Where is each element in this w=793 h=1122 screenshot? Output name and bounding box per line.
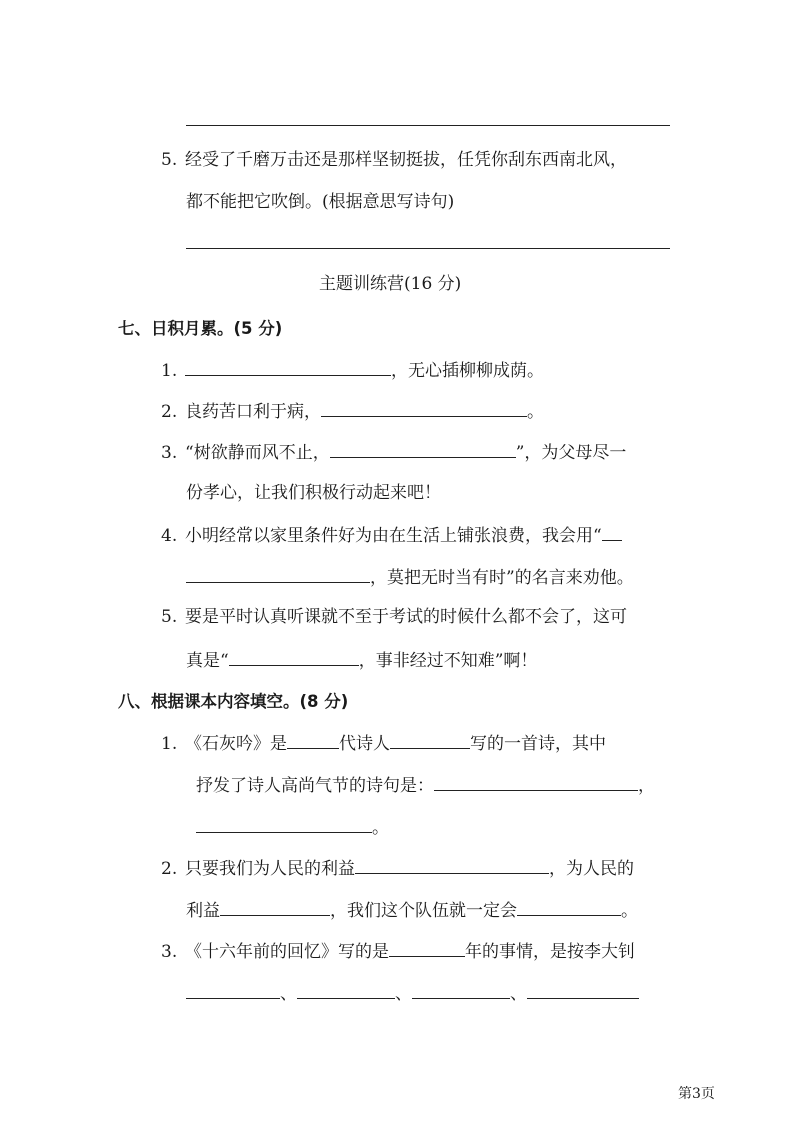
fill-blank[interactable] xyxy=(517,897,621,916)
item-text: 真是“ xyxy=(186,651,229,671)
sec7-item-1 xyxy=(161,357,544,383)
q5-text-line1: 经受了千磨万击还是那样坚韧挺拔，任凭你刮东西南北风， xyxy=(185,150,627,170)
fill-blank[interactable] xyxy=(527,980,639,999)
sec7-item-3-line2: 份孝心，让我们积极行动起来吧！ xyxy=(186,483,441,503)
sec8-item-3 xyxy=(161,938,635,964)
item-text: 利益 xyxy=(186,901,220,921)
item-text: 。 xyxy=(527,402,544,422)
item-text: 小明经常以家里条件好为由在生活上铺张浪费，我会用“ xyxy=(185,526,602,546)
fill-blank[interactable] xyxy=(355,855,549,874)
sec8-item-1 xyxy=(161,730,606,756)
fill-blank[interactable] xyxy=(185,357,391,376)
sec8-item-2 xyxy=(161,855,634,881)
sec7-heading: 七、日积月累。(5 分) xyxy=(118,319,283,338)
item-text: 年的事情，是按李大钊 xyxy=(465,942,635,962)
item-text: ，我们这个队伍就一定会 xyxy=(330,901,517,921)
sec7-item-2 xyxy=(161,398,544,424)
separator: 、 xyxy=(280,984,297,1004)
sec7-item-4 xyxy=(161,522,622,548)
item-text: ，为人民的 xyxy=(549,859,634,879)
item-number: 1. xyxy=(161,361,178,381)
fill-blank[interactable] xyxy=(390,730,470,749)
item-text: ，莫把无时当有时”的名言来劝他。 xyxy=(370,568,634,588)
item-number: 5. xyxy=(161,607,178,627)
answer-line-q4[interactable] xyxy=(186,125,670,126)
item-text: ，事非经过不知难”啊！ xyxy=(358,651,538,671)
fill-blank[interactable] xyxy=(330,439,516,458)
item-text: ， xyxy=(638,776,655,796)
item-text: 写的一首诗，其中 xyxy=(470,734,606,754)
item-text: 良药苦口利于病， xyxy=(185,402,321,422)
item-text: “树欲静而风不止， xyxy=(185,443,330,463)
section-title: 主题训练营(16 分) xyxy=(319,274,462,294)
fill-blank[interactable] xyxy=(287,730,339,749)
q5-number: 5. xyxy=(161,150,178,170)
fill-blank[interactable] xyxy=(412,980,510,999)
q5-line2: 都不能把它吹倒。(根据意思写诗句) xyxy=(186,192,455,212)
q5-line1 xyxy=(161,148,627,172)
fill-blank[interactable] xyxy=(186,980,280,999)
item-text: ，无心插柳柳成荫。 xyxy=(391,361,544,381)
item-text: 只要我们为人民的利益 xyxy=(185,859,355,879)
item-number: 2. xyxy=(161,402,178,422)
fill-blank[interactable] xyxy=(389,938,465,957)
answer-line-q5[interactable] xyxy=(186,248,670,249)
fill-blank[interactable] xyxy=(297,980,395,999)
item-number: 4. xyxy=(161,526,178,546)
fill-blank[interactable] xyxy=(321,398,527,417)
sec7-item-5 xyxy=(161,605,627,629)
fill-blank[interactable] xyxy=(196,814,372,833)
separator: 、 xyxy=(395,984,412,1004)
sec8-item-1-line3 xyxy=(196,814,389,840)
fill-blank[interactable] xyxy=(229,647,359,666)
sec7-item-3 xyxy=(161,439,626,465)
fill-blank[interactable] xyxy=(602,522,622,541)
fill-blank[interactable] xyxy=(186,564,370,583)
item-number: 2. xyxy=(161,859,178,879)
item-number: 3. xyxy=(161,942,178,962)
page-number: 第3页 xyxy=(678,1086,715,1102)
fill-blank[interactable] xyxy=(220,897,330,916)
item-text: 要是平时认真听课就不至于考试的时候什么都不会了，这可 xyxy=(185,607,627,627)
item-text: 代诗人 xyxy=(339,734,390,754)
item-number: 3. xyxy=(161,443,178,463)
item-text: 抒发了诗人高尚气节的诗句是： xyxy=(196,776,434,796)
sec7-item-4-line2 xyxy=(186,564,634,590)
item-text: 《石灰吟》是 xyxy=(185,734,287,754)
item-text: ”，为父母尽一 xyxy=(515,443,627,463)
sec8-heading: 八、根据课本内容填空。(8 分) xyxy=(118,692,349,711)
sec8-item-2-line2 xyxy=(186,897,638,923)
item-text: 《十六年前的回忆》写的是 xyxy=(185,942,389,962)
fill-blank[interactable] xyxy=(434,772,638,791)
item-text: 。 xyxy=(372,818,389,838)
sec7-item-5-line2 xyxy=(186,647,537,673)
item-text: 。 xyxy=(621,901,638,921)
sec8-item-3-line2 xyxy=(186,980,639,1006)
separator: 、 xyxy=(510,984,527,1004)
item-number: 1. xyxy=(161,734,178,754)
sec8-item-1-line2 xyxy=(196,772,655,798)
